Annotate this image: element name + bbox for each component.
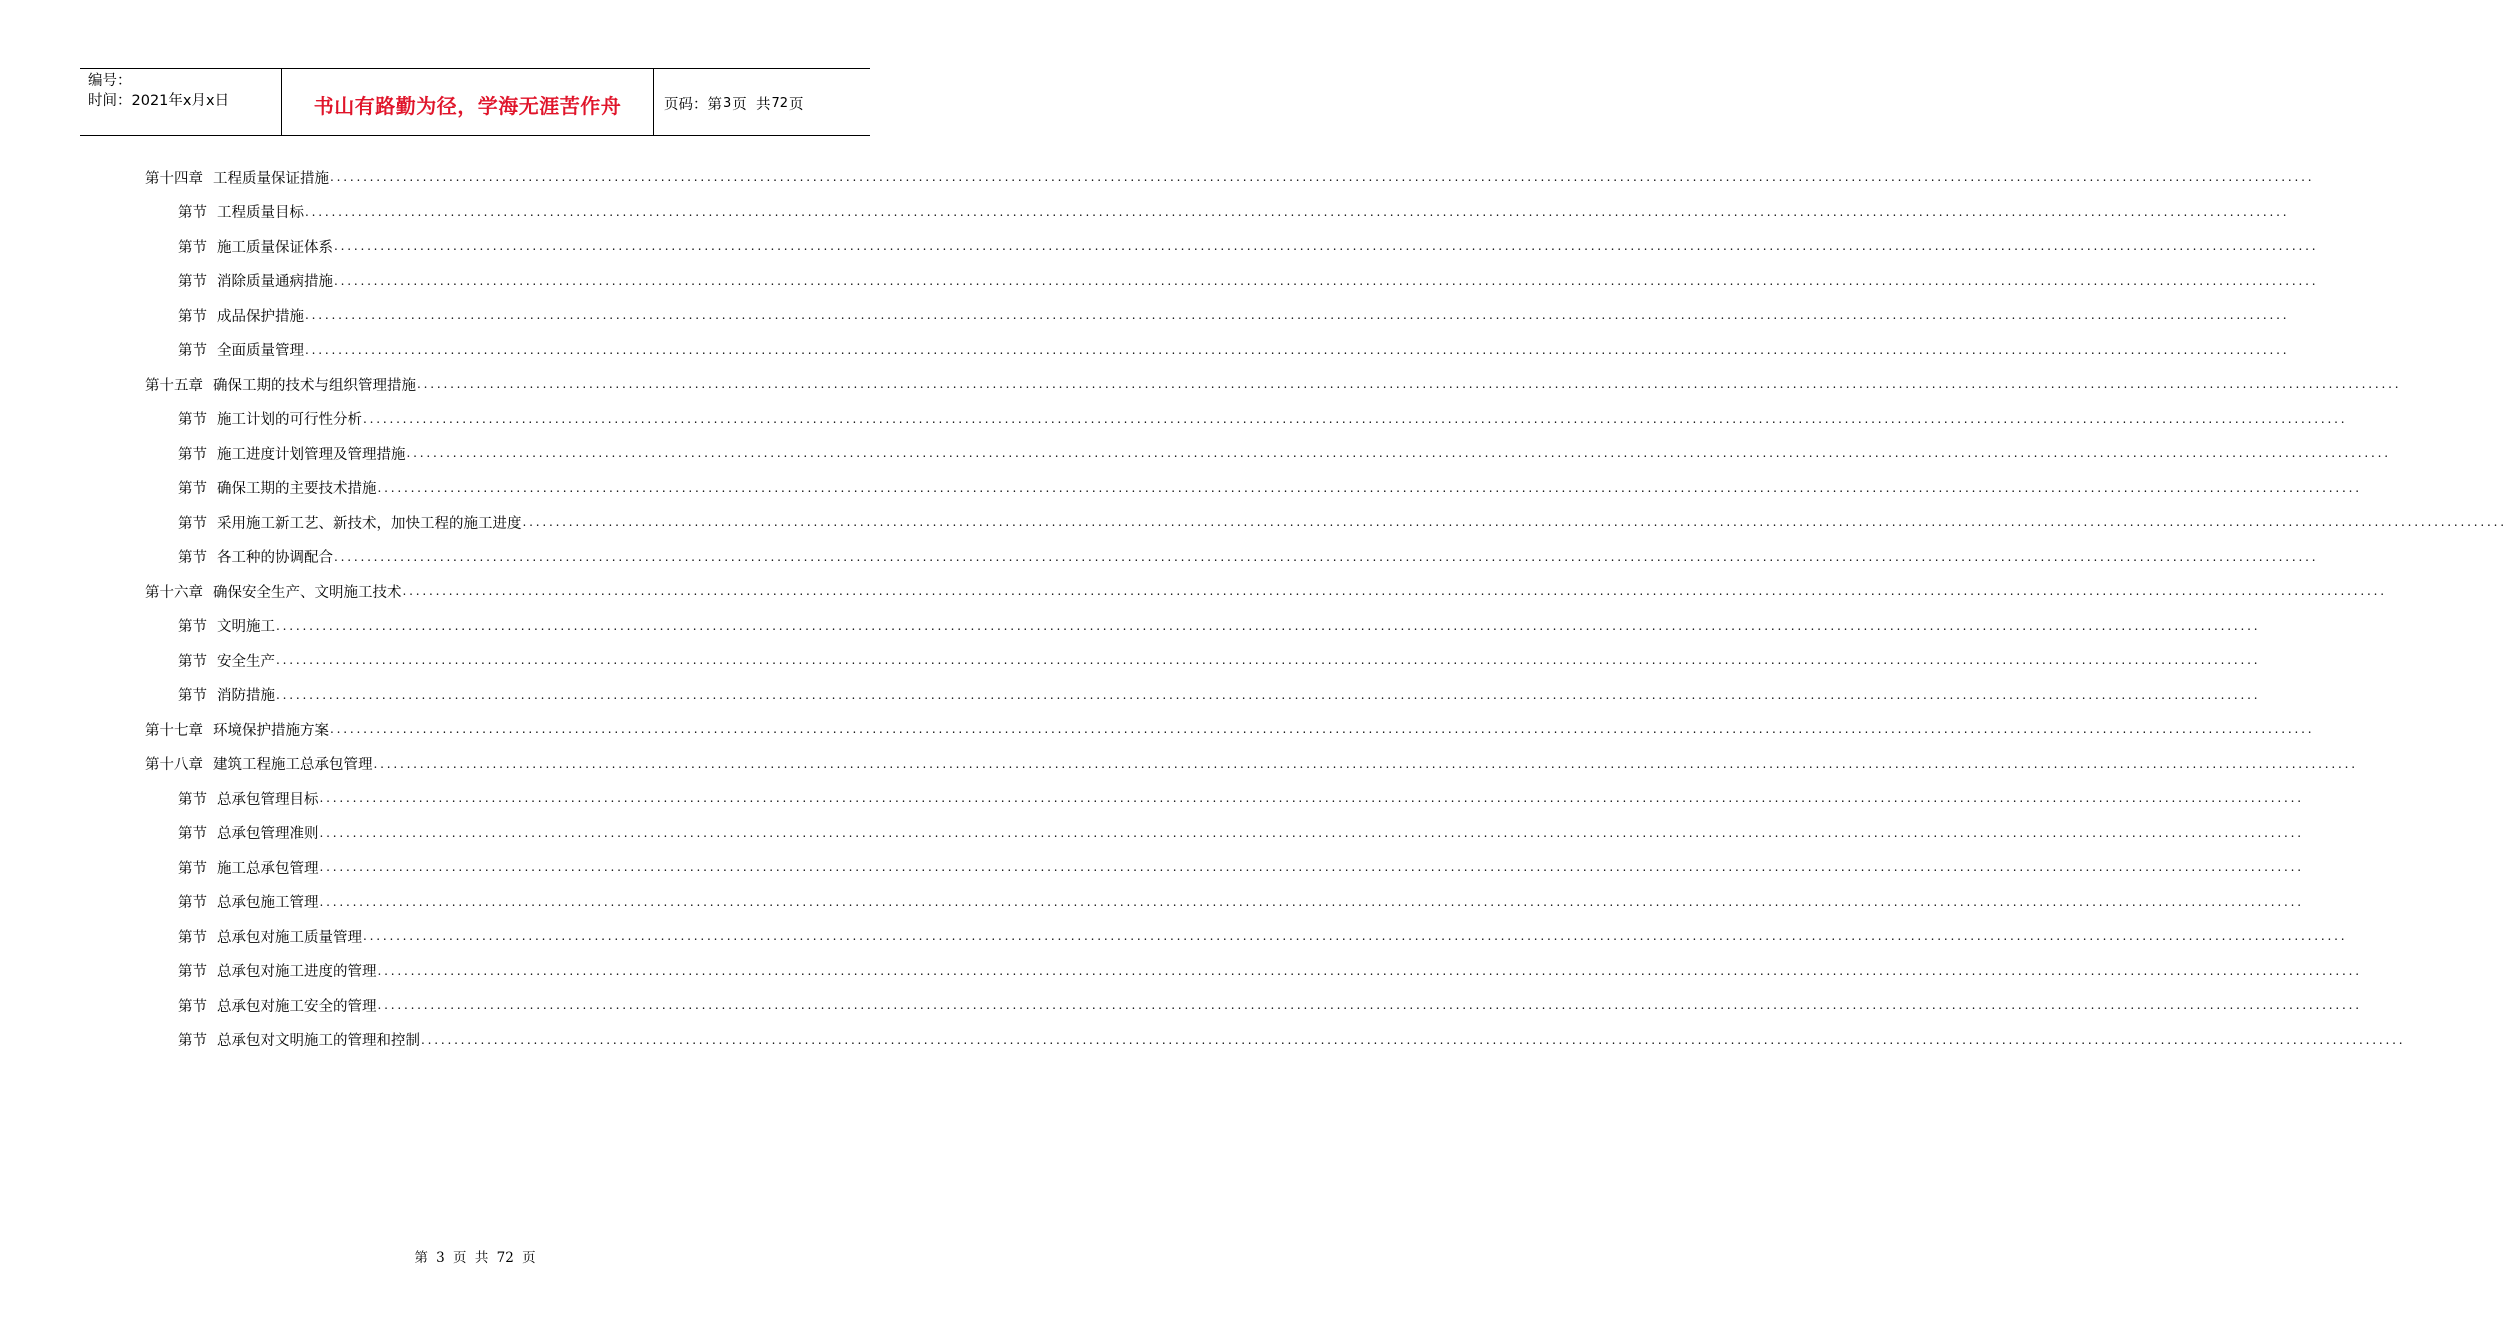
toc-dot-leader: ............................................................................................................................................................................................................................................................................................................ — [319, 825, 2304, 840]
toc-chapter-entry[interactable] — [145, 160, 2315, 195]
toc-dot-leader: ............................................................................................................................................................................................................................................................................................................ — [276, 687, 2261, 702]
toc-chapter-entry[interactable] — [145, 367, 2402, 402]
toc-dot-leader: ............................................................................................................................................................................................................................................................................................................ — [377, 963, 2362, 978]
toc-dot-leader: ............................................................................................................................................................................................................................................................................................................ — [319, 860, 2304, 875]
toc-entry-prefix: 第节 — [178, 688, 207, 705]
document-time-label: 时间：2021年x月x日 — [88, 93, 230, 109]
toc-dot-leader: ............................................................................................................................................................................................................................................................................................................ — [377, 998, 2362, 1013]
toc-entry-prefix: 第节 — [178, 895, 207, 912]
toc-entry-title: 工程质量保证措施 — [213, 170, 329, 187]
toc-section-entry[interactable] — [145, 678, 2261, 713]
toc-section-entry[interactable] — [145, 1023, 2406, 1058]
toc-entry-title: 采用施工新工艺、新技术，加快工程的施工进度 — [217, 515, 522, 532]
toc-section-entry[interactable] — [145, 643, 2261, 678]
toc-section-entry[interactable] — [145, 471, 2362, 506]
toc-entry-title: 总承包施工管理 — [217, 895, 319, 912]
toc-dot-leader: ............................................................................................................................................................................................................................................................................................................ — [330, 170, 2315, 185]
toc-entry-prefix: 第节 — [178, 826, 207, 843]
toc-entry-prefix: 第节 — [178, 860, 207, 877]
toc-entry-title: 全面质量管理 — [217, 343, 304, 360]
toc-dot-leader: ............................................................................................................................................................................................................................................................................................................ — [334, 273, 2319, 288]
toc-entry-title: 文明施工 — [217, 619, 275, 636]
toc-entry-prefix: 第十四章 — [145, 170, 203, 187]
toc-section-entry[interactable] — [145, 195, 2290, 230]
page-header — [80, 68, 870, 136]
toc-chapter-entry[interactable] — [145, 574, 2387, 609]
toc-entry-prefix: 第十八章 — [145, 757, 203, 774]
toc-section-entry[interactable] — [145, 919, 2348, 954]
toc-entry-title: 建筑工程施工总承包管理 — [213, 757, 373, 774]
toc-entry-prefix: 第节 — [178, 929, 207, 946]
toc-entry-prefix: 第十五章 — [145, 377, 203, 394]
toc-dot-leader: ............................................................................................................................................................................................................................................................................................................ — [305, 204, 2290, 219]
toc-dot-leader: ............................................................................................................................................................................................................................................................................................................ — [276, 653, 2261, 668]
toc-entry-prefix: 第节 — [178, 446, 207, 463]
toc-entry-title: 工程质量目标 — [217, 205, 304, 222]
toc-section-entry[interactable] — [145, 954, 2362, 989]
toc-entry-prefix: 第节 — [178, 239, 207, 256]
header-meta — [80, 69, 282, 135]
toc-dot-leader: ............................................................................................................................................................................................................................................................................................................ — [276, 618, 2261, 633]
toc-entry-title: 确保安全生产、文明施工技术 — [213, 584, 402, 601]
toc-section-entry[interactable] — [145, 264, 2319, 299]
toc-chapter-entry[interactable] — [145, 747, 2358, 782]
toc-entry-prefix: 第节 — [178, 308, 207, 325]
toc-entry-title: 确保工期的主要技术措施 — [217, 481, 377, 498]
toc-entry-prefix: 第节 — [178, 481, 207, 498]
page-prefix: 页码：第 — [664, 96, 722, 113]
page-suffix: 页 — [789, 96, 804, 113]
toc-section-entry[interactable] — [145, 885, 2304, 920]
toc-entry-prefix: 第节 — [178, 653, 207, 670]
toc-entry-prefix: 第十七章 — [145, 722, 203, 739]
toc-dot-leader: ............................................................................................................................................................................................................................................................................................................ — [363, 929, 2348, 944]
toc-entry-prefix: 第节 — [178, 619, 207, 636]
toc-entry-prefix: 第节 — [178, 964, 207, 981]
toc-dot-leader: ............................................................................................................................................................................................................................................................................................................ — [330, 722, 2315, 737]
table-of-contents — [145, 160, 2507, 1057]
toc-entry-title: 施工总承包管理 — [217, 860, 319, 877]
toc-entry-prefix: 第节 — [178, 791, 207, 808]
toc-dot-leader: ............................................................................................................................................................................................................................................................................................................ — [305, 308, 2290, 323]
toc-entry-title: 消除质量通病措施 — [217, 274, 333, 291]
toc-dot-leader: ............................................................................................................................................................................................................................................................................................................ — [402, 584, 2387, 599]
toc-section-entry[interactable] — [145, 816, 2304, 851]
toc-entry-title: 施工质量保证体系 — [217, 239, 333, 256]
header-page-info — [654, 69, 870, 135]
toc-dot-leader: ............................................................................................................................................................................................................................................................................................................ — [319, 791, 2304, 806]
page-middle: 页 共 — [732, 96, 771, 113]
toc-dot-leader: ............................................................................................................................................................................................................................................................................................................ — [406, 446, 2391, 461]
toc-section-entry[interactable] — [145, 609, 2261, 644]
toc-section-entry[interactable] — [145, 850, 2304, 885]
toc-entry-title: 总承包管理目标 — [217, 791, 319, 808]
toc-section-entry[interactable] — [145, 402, 2348, 437]
page-total: 72 — [771, 95, 789, 111]
toc-section-entry[interactable] — [145, 988, 2362, 1023]
toc-entry-title: 施工计划的可行性分析 — [217, 412, 362, 429]
toc-dot-leader: ............................................................................................................................................................................................................................................................................................................ — [373, 756, 2358, 771]
toc-entry-title: 总承包对施工进度的管理 — [217, 964, 377, 981]
toc-dot-leader: ............................................................................................................................................................................................................................................................................................................ — [417, 377, 2402, 392]
toc-entry-title: 各工种的协调配合 — [217, 550, 333, 567]
toc-entry-title: 总承包对施工质量管理 — [217, 929, 362, 946]
toc-entry-title: 消防措施 — [217, 688, 275, 705]
toc-entry-title: 安全生产 — [217, 653, 275, 670]
toc-entry-prefix: 第节 — [178, 343, 207, 360]
page-footer: 第 3 页 共 72 页 — [414, 1250, 536, 1266]
toc-entry-title: 总承包管理准则 — [217, 826, 319, 843]
document-number-label: 编号： — [88, 73, 132, 89]
toc-entry-prefix: 第节 — [178, 550, 207, 567]
toc-entry-title: 总承包对文明施工的管理和控制 — [217, 1033, 420, 1050]
toc-section-entry[interactable] — [145, 229, 2319, 264]
toc-dot-leader: ............................................................................................................................................................................................................................................................................................................ — [363, 411, 2348, 426]
toc-dot-leader: ............................................................................................................................................................................................................................................................................................................ — [377, 480, 2362, 495]
toc-dot-leader: ............................................................................................................................................................................................................................................................................................................ — [319, 894, 2304, 909]
toc-entry-title: 施工进度计划管理及管理措施 — [217, 446, 406, 463]
toc-dot-leader: ............................................................................................................................................................................................................................................................................................................ — [334, 549, 2319, 564]
toc-entry-prefix: 第节 — [178, 205, 207, 222]
toc-entry-prefix: 第节 — [178, 274, 207, 291]
toc-chapter-entry[interactable] — [145, 712, 2315, 747]
page-current: 3 — [723, 95, 732, 111]
toc-dot-leader: ............................................................................................................................................................................................................................................................................................................ — [421, 1032, 2406, 1047]
toc-entry-title: 环境保护措施方案 — [213, 722, 329, 739]
toc-entry-title: 成品保护措施 — [217, 308, 304, 325]
toc-entry-prefix: 第节 — [178, 1033, 207, 1050]
toc-dot-leader: ............................................................................................................................................................................................................................................................................................................ — [334, 239, 2319, 254]
toc-section-entry[interactable] — [145, 505, 2507, 540]
toc-entry-prefix: 第节 — [178, 515, 207, 532]
toc-dot-leader: ............................................................................................................................................................................................................................................................................................................ — [305, 342, 2290, 357]
toc-entry-prefix: 第节 — [178, 412, 207, 429]
header-motto: 书山有路勤为径，学海无涯苦作舟 — [282, 69, 654, 135]
toc-entry-prefix: 第十六章 — [145, 584, 203, 601]
toc-dot-leader: ............................................................................................................................................................................................................................................................................................................ — [522, 515, 2507, 530]
toc-section-entry[interactable] — [145, 436, 2391, 471]
toc-section-entry[interactable] — [145, 333, 2290, 368]
toc-section-entry[interactable] — [145, 781, 2304, 816]
toc-section-entry[interactable] — [145, 298, 2290, 333]
toc-entry-prefix: 第节 — [178, 998, 207, 1015]
toc-entry-title: 确保工期的技术与组织管理措施 — [213, 377, 416, 394]
toc-entry-title: 总承包对施工安全的管理 — [217, 998, 377, 1015]
toc-section-entry[interactable] — [145, 540, 2319, 575]
